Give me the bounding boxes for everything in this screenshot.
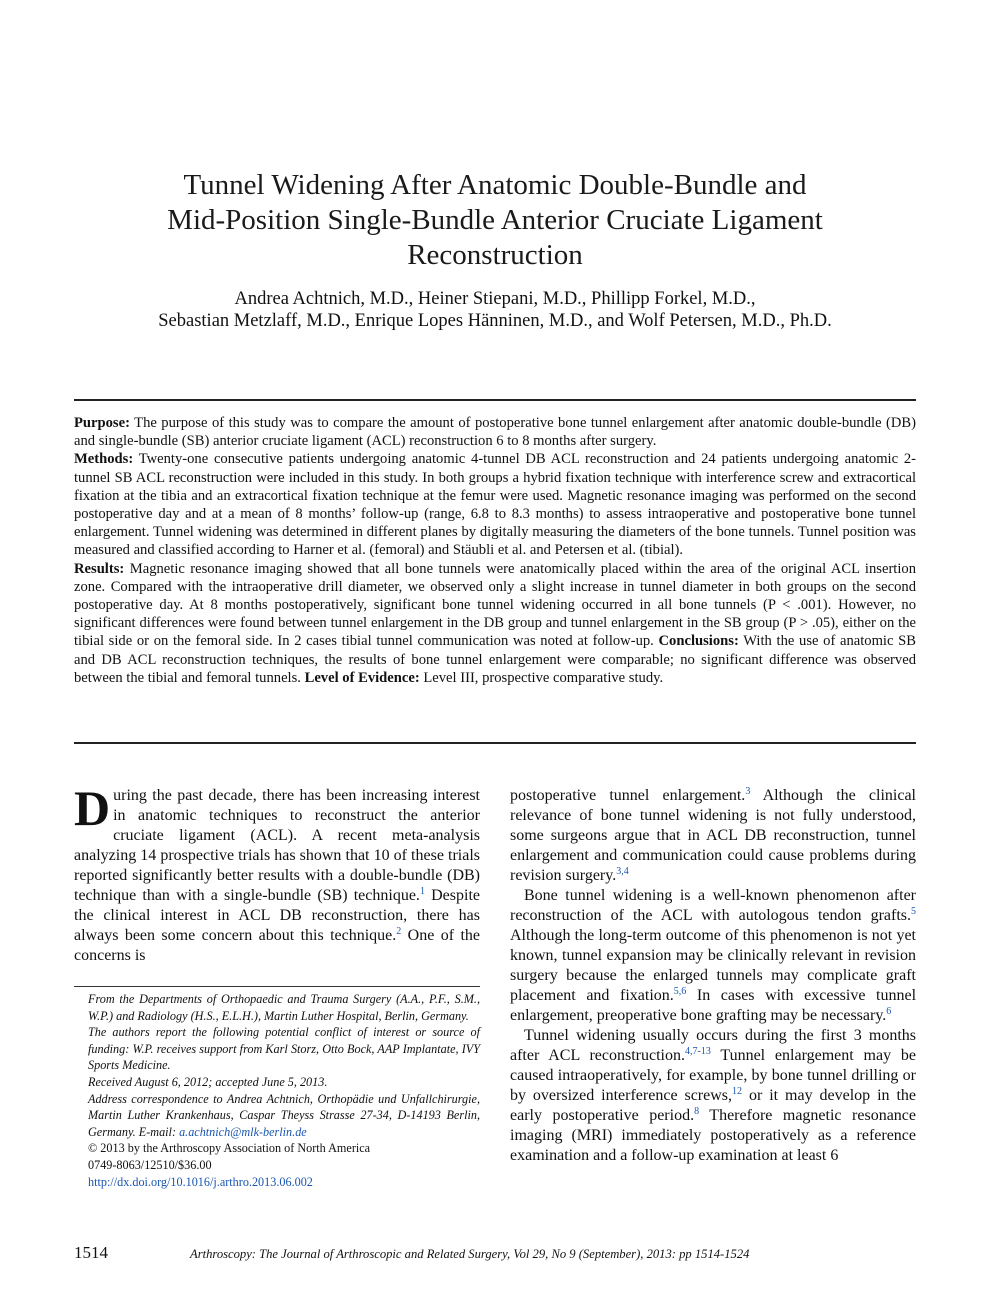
results-text: Magnetic resonance imaging showed that all bone tunnels were anatomically placed within the area of the original ACL insertion zone. Compared with the intraoperative drill diameter, we observed only a slight increase in tunnel diameter in both groups on the second postoperative day. At 8 months postoperatively, significant bone tunnel widening occurred in all bone tunnels (P < .001). However, no significant differences were found between tunnel enlargement in the DB group and tunnel enlargement in the SB group (P > .05), either on the tibial side or on the femoral side. In 2 cases tibial tunnel communication was noted at follow-up. [74,560,917,650]
title-line: Reconstruction [407,239,583,271]
abstract-top-rule [74,399,916,401]
address-note [74,1091,480,1141]
address-text: Address correspondence to Andrea Achtnich, Orthopädie und Unfallchirurgie, Martin Luther Krankenhaus, Caspar Theyss Strasse 27-34, D-14193 Berlin, Germany. E-mail: [88,1091,480,1139]
title-line: Tunnel Widening After Anatomic Double-Bundle and [183,169,807,201]
conclusions-text: With the use of anatomic SB and DB ACL reconstruction techniques, the results of bone tunnel enlargement were comparable; no significant difference was observed between the tibial and femoral tunnels. [74,633,916,686]
article-title [95,168,895,273]
body-text: uring the past decade, there has been increasing interest in anatomic techniques to reconstruct the anterior cruciate ligament (ACL). A recent meta-analysis analyzing 14 prospective trials has shown that 10 of these trials reported significantly better results with a double-bundle (DB) technique than with a single-bundle (SB) technique. [74,787,480,904]
body-text: In cases with excessive tunnel enlargement, preoperative bone grafting may be necessary. [510,987,917,1024]
reference-link[interactable]: 5 [911,906,916,917]
email-link[interactable]: a.achtnich@mlk-berlin.de [179,1124,307,1139]
drop-cap: D [74,780,111,836]
reference-link[interactable]: 12 [732,1086,743,1097]
received-note: Received August 6, 2012; accepted June 5, 2013. [88,1074,328,1089]
results-label: Results: [74,560,125,577]
reference-link[interactable]: 3 [745,786,751,797]
reference-link[interactable]: 1 [419,886,425,897]
body-text: Bone tunnel widening is a well-known phenomenon after reconstruction of the ACL with autologous tendon grafts. [510,887,916,924]
level-text: Level III, prospective comparative study. [423,669,664,686]
journal-citation: Arthroscopy: The Journal of Arthroscopic and Related Surgery, Vol 29, No 9 (September), 2013: pp 1514-1524 [190,1247,750,1261]
reference-link[interactable]: 5,6 [673,986,687,997]
body-text: One of the concerns is [74,927,481,964]
body-column-right [510,786,916,1166]
body-paragraph [510,1026,916,1166]
abstract [74,414,916,687]
author-line: Sebastian Metzlaff, M.D., Enrique Lopes Hänninen, M.D., and Wolf Petersen, M.D., Ph.D. [158,311,832,331]
body-paragraph [510,786,916,886]
reference-link[interactable]: 3,4 [616,866,629,877]
methods-label: Methods: [74,451,134,468]
body-text: Therefore magnetic resonance imaging (MRI) immediately postoperatively as a reference examination and a follow-up examination at least 6 [510,1107,916,1164]
reference-link[interactable]: 2 [396,926,402,937]
purpose-text: The purpose of this study was to compare the amount of postoperative bone tunnel enlargement after anatomic double-bundle (DB) and single-bundle (SB) anterior cruciate ligament (ACL) reconstruction 6 to 8 months after surgery. [74,415,916,450]
reference-link[interactable]: 6 [886,1006,892,1017]
footnotes [74,986,480,1190]
body-text: Despite the clinical interest in ACL DB reconstruction, there has always been some concern about this technique. [74,887,480,944]
page-number: 1514 [74,1243,108,1262]
conflict-note: The authors report the following potential conflict of interest or source of funding: W.P. receives support from Karl Storz, Otto Bock, AAP Implantate, IVY Sports Medicine. [88,1025,480,1073]
body-text: Although the long-term outcome of this phenomenon is not yet known, tunnel expansion may be clinically relevant in revision surgery because the enlarged tunnels may complicate graft placement and fixation. [510,927,916,1004]
body-text: or it may develop in the early postoperative period. [510,1087,916,1124]
body-paragraph [510,886,916,1026]
reference-link[interactable]: 8 [694,1106,700,1117]
body-paragraph [74,780,481,966]
body-text: Tunnel enlargement may be caused intraoperatively, for example, by bone tunnel drilling or by oversized interference screws, [510,1047,916,1104]
doi-link[interactable]: http://dx.doi.org/10.1016/j.arthro.2013.06.002 [88,1174,313,1189]
price-code: 0749-8063/12510/$36.00 [88,1157,212,1172]
title-line: Mid-Position Single-Bundle Anterior Cruciate Ligament [167,204,823,236]
level-label: Level of Evidence: [304,669,420,686]
body-text: Although the clinical relevance of bone tunnel widening is not fully understood, some surgeons argue that in ACL DB reconstruction, tunnel enlargement and communication could cause problems during revision surgery. [510,787,917,884]
copyright-note: © 2013 by the Arthroscopy Association of North America [88,1141,371,1156]
purpose-label: Purpose: [74,415,130,431]
body-column-left [74,780,481,966]
body-text: postoperative tunnel enlargement. [510,787,746,804]
conclusions-label: Conclusions: [658,633,739,650]
reference-link[interactable]: 4,7-13 [684,1046,711,1057]
author-line: Andrea Achtnich, M.D., Heiner Stiepani, M.D., Phillipp Forkel, M.D., [234,289,756,309]
body-text: Tunnel widening usually occurs during the first 3 months after ACL reconstruction. [510,1027,916,1064]
methods-text: Twenty-one consecutive patients undergoing anatomic 4-tunnel DB ACL reconstruction and 24 patients undergoing anatomic 2-tunnel SB ACL reconstruction were included in this study. In both groups a hybrid fixation technique with interference screw and extracortical fixation at the tibia and an extracortical fixation technique at the femur were used. Magnetic resonance imaging was performed on the second postoperative day and at a mean of 8 months’ follow-up (range, 6.8 to 8.3 months) to assess intraoperative and postoperative bone tunnel enlargement. Tunnel widening was determined in different planes by digitally measuring the diameters of the bone tunnels. Tunnel position was measured and classified according to Harner et al. (femoral) and Stäubli et al. and Petersen et al. (tibial). [74,451,916,559]
author-list [60,288,930,332]
abstract-bottom-rule [74,742,916,744]
affiliation-note: From the Departments of Orthopaedic and Trauma Surgery (A.A., P.F., S.M., W.P.) and Radiology (H.S., E.L.H.), Martin Luther Hospital, Berlin, Germany. [88,992,480,1023]
